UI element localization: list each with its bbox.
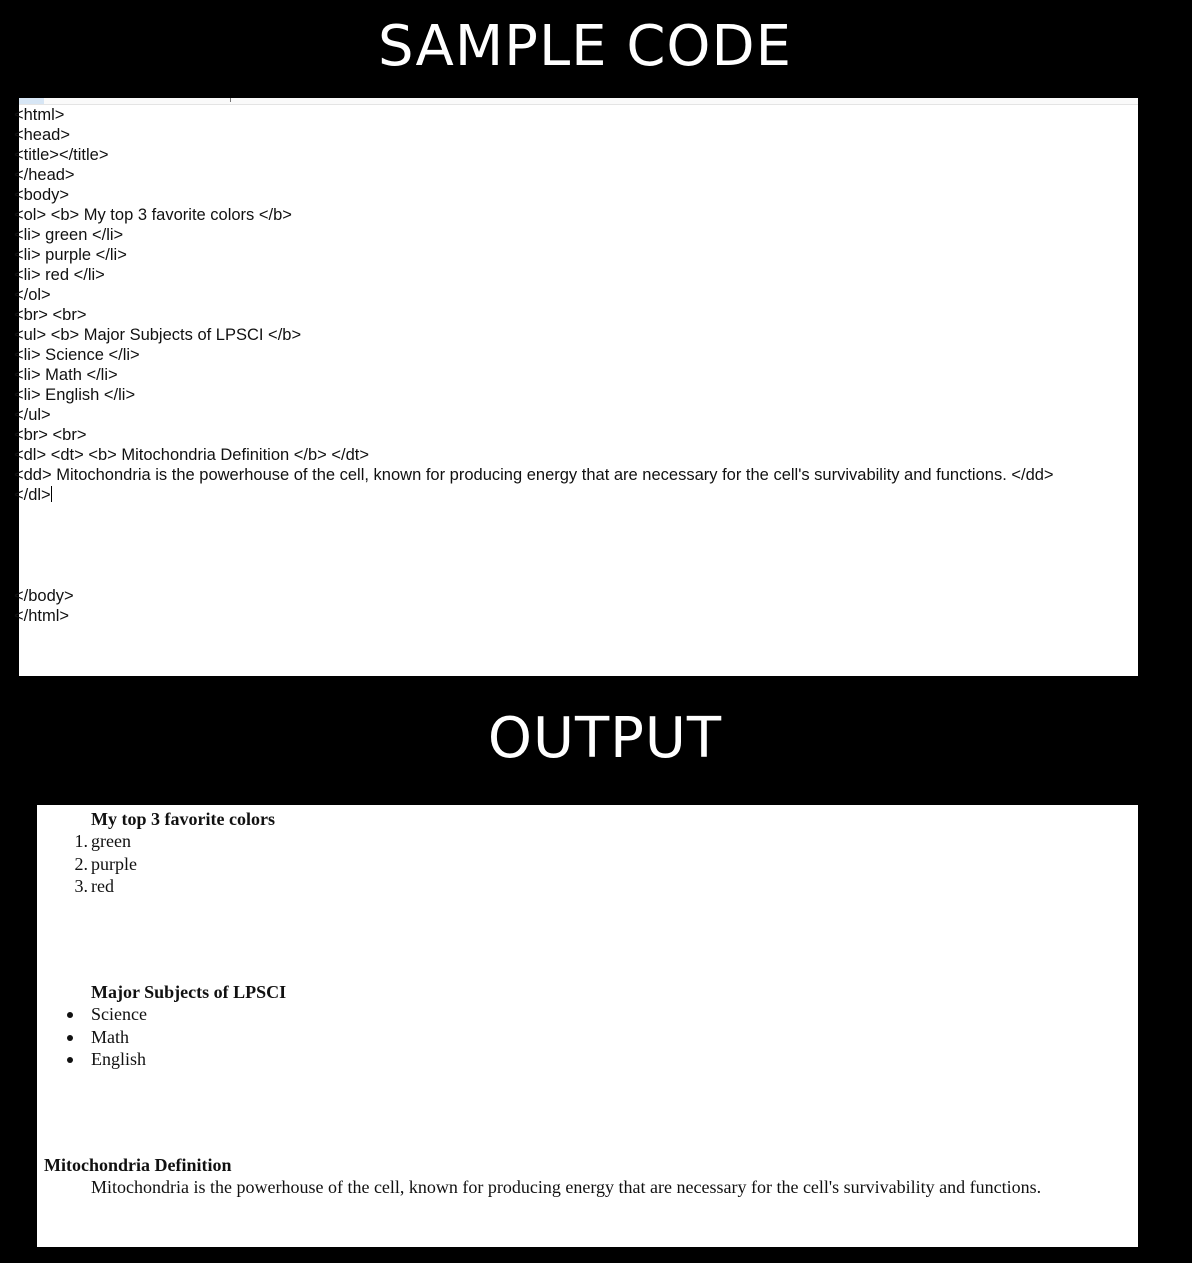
code-line: </head> bbox=[14, 166, 75, 184]
list-number: 3. bbox=[74, 876, 88, 896]
unordered-list bbox=[37, 1003, 147, 1071]
code-line: <title></title> bbox=[14, 146, 109, 164]
list-item-text: English bbox=[91, 1049, 147, 1069]
definition-term: Mitochondria Definition bbox=[44, 1155, 232, 1175]
list-item bbox=[37, 1003, 147, 1026]
code-line: <body> bbox=[14, 186, 70, 204]
list-item-text: green bbox=[91, 831, 131, 851]
bullet-icon bbox=[67, 1035, 73, 1041]
list-item bbox=[37, 1048, 147, 1071]
ruler-tick bbox=[230, 98, 231, 102]
code-line: <li> English </li> bbox=[14, 386, 136, 404]
list-item-text: purple bbox=[91, 853, 137, 874]
text-caret bbox=[51, 486, 52, 502]
definition-description: Mitochondria is the powerhouse of the cell, known for producing energy that are necessary for the cell's survivability and functions. bbox=[91, 1177, 1042, 1197]
code-line: <br> <br> bbox=[14, 306, 87, 324]
list-item-text: red bbox=[91, 876, 114, 896]
list-item bbox=[37, 1026, 147, 1049]
code-line: <li> red </li> bbox=[14, 266, 105, 284]
code-line: <ol> <b> My top 3 favorite colors </b> bbox=[14, 206, 292, 224]
code-line: <dl> <dt> <b> Mitochondria Definition </b> </dt> bbox=[14, 446, 369, 464]
bullet-icon bbox=[67, 1012, 73, 1018]
list-item-text: Science bbox=[91, 1004, 147, 1024]
list-item bbox=[37, 853, 137, 876]
code-line-with-caret[interactable] bbox=[14, 485, 1054, 505]
rendered-output-panel bbox=[37, 805, 1138, 1247]
code-lines bbox=[14, 105, 1054, 626]
list-item-text: Math bbox=[91, 1026, 129, 1047]
editor-toolbar bbox=[19, 98, 1138, 105]
code-line: <html> bbox=[14, 106, 65, 124]
list-number: 1. bbox=[74, 831, 88, 851]
code-line: </body> bbox=[14, 587, 74, 605]
code-line: <ul> <b> Major Subjects of LPSCI </b> bbox=[14, 326, 302, 344]
code-line: </ol> bbox=[14, 286, 51, 304]
ordered-list bbox=[37, 830, 137, 898]
code-line: </ul> bbox=[14, 406, 51, 424]
ordered-list-title: My top 3 favorite colors bbox=[91, 809, 275, 829]
code-blank-lines bbox=[14, 505, 1054, 586]
code-line: <head> bbox=[14, 126, 70, 144]
unordered-list-title: Major Subjects of LPSCI bbox=[91, 982, 287, 1002]
list-item bbox=[37, 830, 137, 853]
code-line: <li> green </li> bbox=[14, 226, 124, 244]
code-line-text: </dl> bbox=[14, 486, 51, 504]
sample-code-heading: SAMPLE CODE bbox=[377, 14, 793, 79]
output-heading: OUTPUT bbox=[487, 706, 723, 771]
code-line: <li> purple </li> bbox=[14, 246, 127, 264]
editor-tab[interactable] bbox=[19, 98, 44, 104]
code-line: <li> Math </li> bbox=[14, 366, 118, 384]
list-item bbox=[37, 875, 137, 898]
list-number: 2. bbox=[74, 853, 88, 874]
code-line: <dd> Mitochondria is the powerhouse of the cell, known for producing energy that are necessary for the cell's survivability and functions. </dd> bbox=[14, 466, 1054, 484]
code-editor-panel[interactable] bbox=[14, 98, 1138, 676]
bullet-icon bbox=[67, 1057, 73, 1063]
code-line: <li> Science </li> bbox=[14, 346, 140, 364]
code-line: <br> <br> bbox=[14, 426, 87, 444]
code-line: </html> bbox=[14, 607, 70, 625]
